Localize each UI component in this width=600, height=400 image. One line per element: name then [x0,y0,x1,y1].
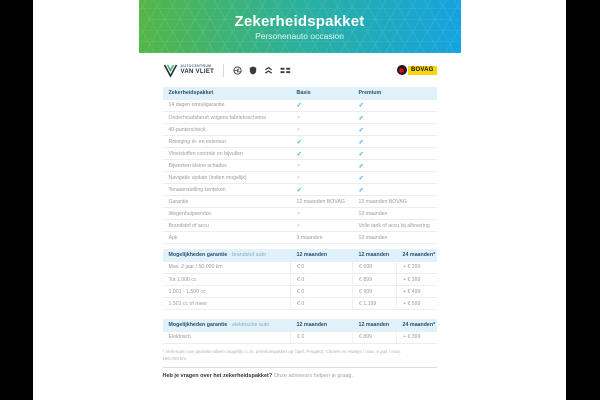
table-header-row [163,87,437,100]
price-cell-0: € 0 [291,298,353,310]
logo-divider [223,64,224,77]
page-title: Zekerheidspakket [234,12,365,30]
table-row [163,148,437,160]
row-label: Reiniging in- en exterieur [163,136,291,148]
basis-cell [291,172,353,184]
dealer-name [181,65,215,75]
basis-cell: 12 maanden BOVAG [291,196,353,208]
price-cell-2: + € 399 [397,332,437,344]
column-header-electric-title [163,319,291,332]
price-cell-1: € 899 [353,274,397,286]
column-header-12m-a: 12 maanden [291,249,353,262]
row-label: 1.001 - 1.500 cc [163,286,291,298]
row-label: Navigatie update (indien mogelijk) [163,172,291,184]
check-icon: ✓ [296,150,302,158]
price-cell-1: € 899 [353,332,397,344]
bovag-emblem-icon [397,65,407,75]
table-row [163,184,437,196]
check-icon: ✓ [358,162,364,170]
cross-icon: ✕ [296,222,301,229]
fuel-table-subtitle: - brandstof auto [228,252,266,259]
footer-divider [163,367,437,368]
column-header-12m-b: 12 maanden [353,249,397,262]
basis-cell [291,208,353,220]
row-label: Vloeistoffen controle en bijvullen [163,148,291,160]
content-area [163,87,437,379]
footer-question-light: Onze adviseurs helpen je graag. [273,372,353,379]
row-label: Max. 2 jaar / 50.000 km [163,262,291,274]
dealer-logo-group [163,63,292,78]
basis-cell [291,220,353,232]
brand-logos [233,66,291,75]
basis-cell [291,124,353,136]
electric-table-subtitle: - elektrische auto [228,322,270,329]
cross-icon: ✕ [296,174,301,181]
dealer-name-top: AUTOCENTRUM [180,63,212,68]
row-label: Apk [163,232,291,244]
row-label: Elektrisch [163,332,291,344]
row-label: 1.501 cc of meer [163,298,291,310]
row-label: Garantie [163,196,291,208]
table-row [163,100,437,112]
price-cell-2: + € 499 [397,286,437,298]
table-row [163,286,437,298]
table-row [163,136,437,148]
peugeot-logo-icon [249,66,257,75]
column-header-premium: Premium [353,87,437,100]
logo-row [139,53,461,87]
price-cell-1: € 999 [353,286,397,298]
document-viewport [33,0,566,400]
check-icon: ✓ [358,174,364,182]
row-label: Bijwerken kleine schades [163,160,291,172]
row-label: Wegenhulpservice [163,208,291,220]
citroen-logo-icon [264,66,273,75]
price-cell-0: € 0 [291,286,353,298]
price-cell-1: € 699 [353,262,397,274]
premium-cell [353,136,437,148]
check-icon: ✓ [296,186,302,194]
price-cell-0: € 0 [291,262,353,274]
check-icon: ✓ [296,102,302,110]
cross-icon: ✕ [296,210,301,217]
row-label: Onderhoudsbeurt volgens fabrieksschema [163,112,291,124]
premium-cell [353,160,437,172]
zekerheidspakket-table [163,87,437,244]
price-cell-0: € 0 [291,332,353,344]
check-icon: ✓ [358,126,364,134]
van-vliet-logo-icon [163,63,178,78]
bovag-logo [397,65,437,75]
row-label: 14 dagen omruilgarantie [163,100,291,112]
premium-cell [353,124,437,136]
cross-icon: ✕ [296,162,301,169]
electric-warranty-table [163,319,437,344]
table-row [163,232,437,244]
bovag-label: BOVAG [408,66,437,75]
table-row [163,172,437,184]
premium-cell: 12 maanden BOVAG [353,196,437,208]
premium-cell [353,112,437,124]
premium-cell: 12 maanden [353,232,437,244]
row-label: Tot 1.000 cc [163,274,291,286]
premium-cell: 12 maanden [353,208,437,220]
column-header-fuel-title [163,249,291,262]
table-row [163,274,437,286]
basis-cell: 3 maanden [291,232,353,244]
table-row [163,220,437,232]
row-label: Tenaamstelling kenteken [163,184,291,196]
premium-cell [353,184,437,196]
basis-cell [291,112,353,124]
check-icon: ✓ [358,138,364,146]
column-header-12m-b: 12 maanden [353,319,397,332]
cross-icon: ✕ [296,126,301,133]
price-cell-2: + € 399 [397,274,437,286]
table-header-row [163,319,437,332]
document-page [139,0,461,400]
table-row [163,196,437,208]
header-banner [139,0,461,53]
cross-icon: ✕ [296,114,301,121]
electric-table-title: Mogelijkheden garantie [168,322,228,329]
table-row [163,208,437,220]
check-icon: ✓ [358,102,364,110]
premium-cell [353,100,437,112]
column-header-12m-a: 12 maanden [291,319,353,332]
footer-question [163,373,437,379]
price-cell-2: + € 299 [397,262,437,274]
premium-cell [353,148,437,160]
table-row [163,298,437,310]
column-header-24m: 24 maanden* [397,249,437,262]
price-cell-2: + € 599 [397,298,437,310]
opel-logo-icon [233,66,242,75]
check-icon: ✓ [358,150,364,158]
table-row [163,124,437,136]
basis-cell [291,148,353,160]
fuel-warranty-table [163,249,437,310]
price-cell-0: € 0 [291,274,353,286]
fuel-table-title: Mogelijkheden garantie [168,252,228,259]
premium-cell: Volle tank of accu bij aflevering [353,220,437,232]
column-header-basis: Basis [291,87,353,100]
check-icon: ✓ [296,138,302,146]
footer-question-bold: Heb je vragen over het zekerheidspakket? [162,372,273,379]
basis-cell [291,100,353,112]
basis-cell [291,160,353,172]
table-row [163,262,437,274]
table-row [163,332,437,344]
table-header-row [163,249,437,262]
table-row [163,160,437,172]
column-header-24m: 24 maanden* [397,319,437,332]
row-label: 40-puntencheck [163,124,291,136]
basis-cell [291,184,353,196]
table-row [163,112,437,124]
page-subtitle: Personenauto occasion [255,30,344,41]
premium-cell [353,172,437,184]
footnote: * Verlengen van garantie alleen mogelijk i.c.m. premiumpakket op Opel, Peugeot, Citroën en Aiways / max. 8 jaar / max. 160.000 km. [162,349,402,361]
dealer-name-bottom: VAN VLIET [180,69,215,76]
aiways-logo-icon [280,66,291,75]
check-icon: ✓ [358,186,364,194]
price-cell-1: € 1.199 [353,298,397,310]
check-icon: ✓ [358,114,364,122]
row-label: Brandstof of accu [163,220,291,232]
column-header-zekerheidspakket: Zekerheidspakket [163,87,291,100]
basis-cell [291,136,353,148]
